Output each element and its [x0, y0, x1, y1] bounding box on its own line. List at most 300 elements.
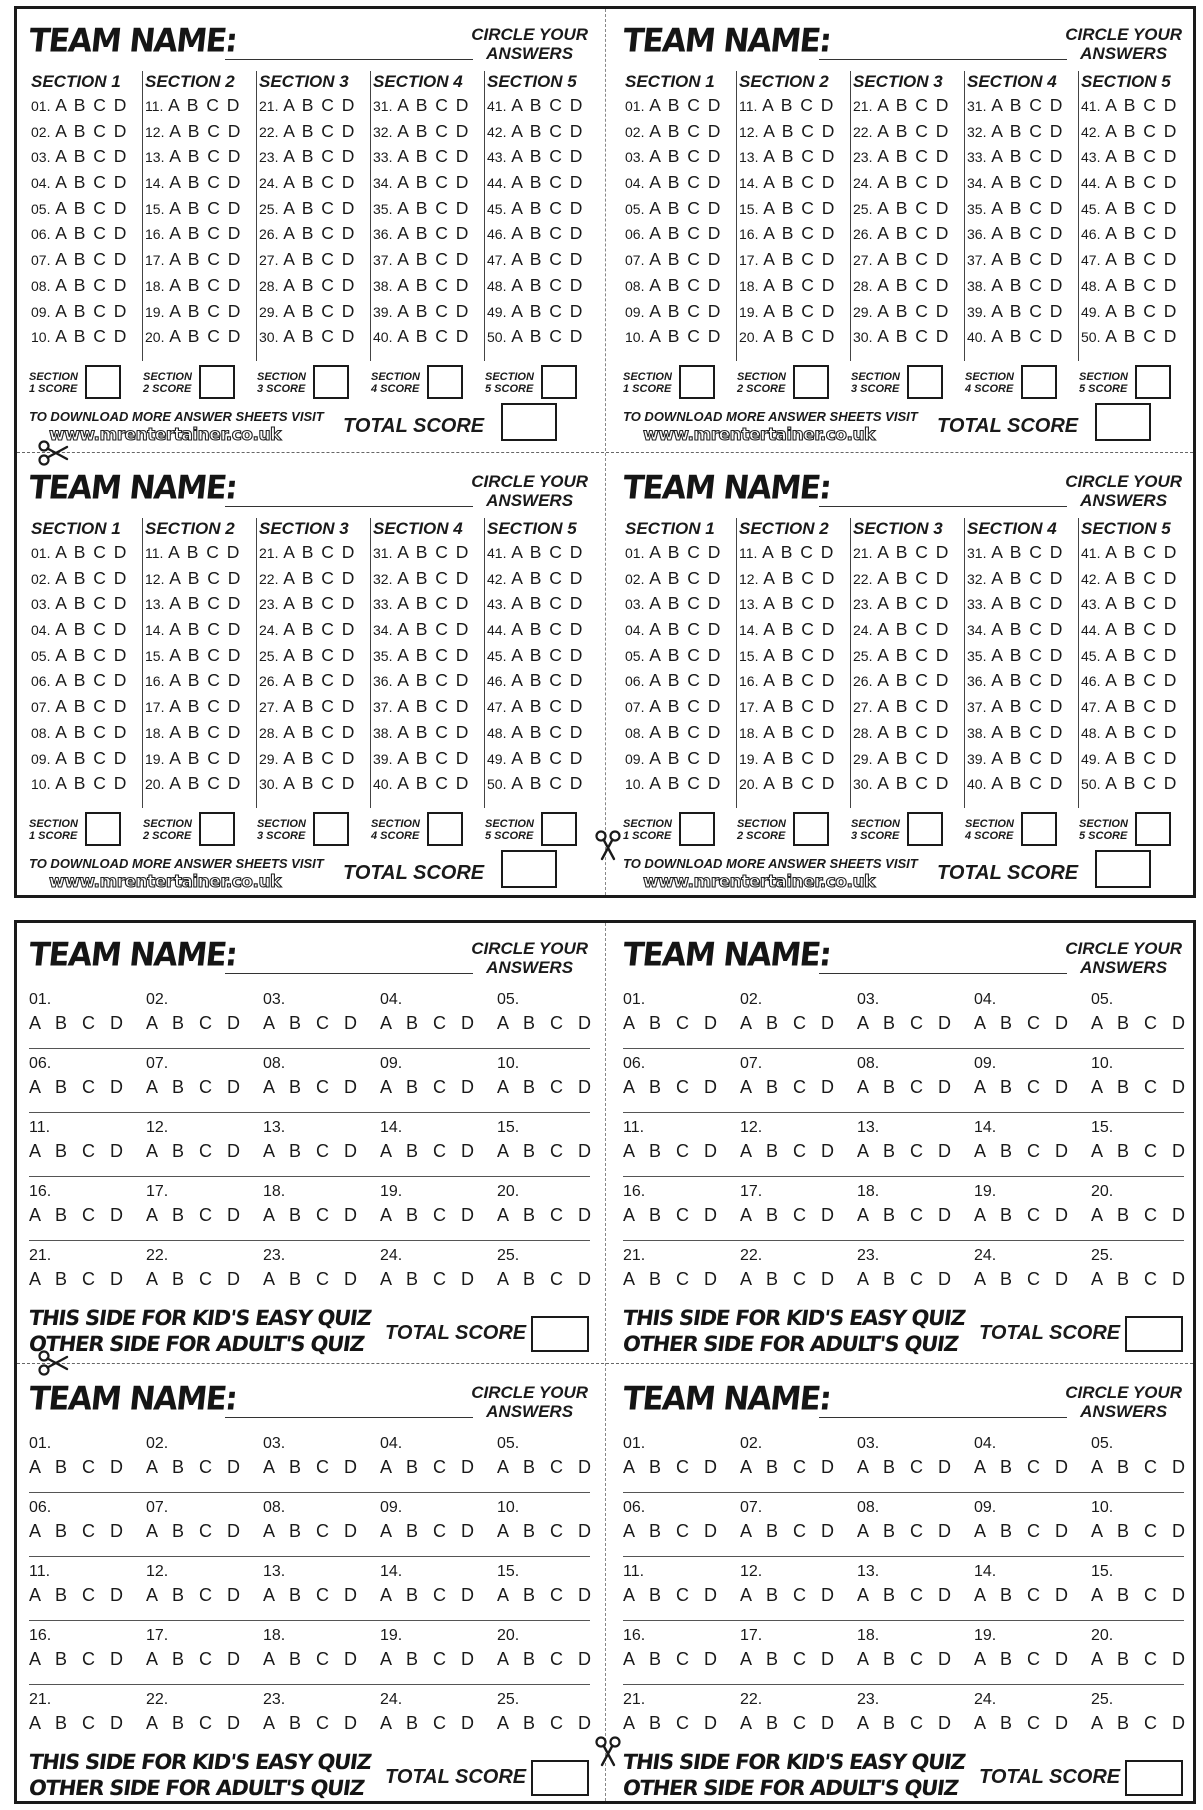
section-score-box[interactable]: [427, 365, 463, 399]
answer-options[interactable]: A B C D: [29, 1013, 129, 1033]
answer-options[interactable]: A B C D: [857, 1457, 957, 1477]
answer-options[interactable]: A B C D: [146, 1585, 246, 1605]
answer-options[interactable]: A B C D: [283, 120, 356, 141]
answer-options[interactable]: A B C D: [55, 120, 128, 141]
answer-options[interactable]: A B C D: [877, 644, 950, 665]
answer-options[interactable]: A B C D: [497, 1457, 597, 1477]
answer-options[interactable]: A B C D: [762, 542, 835, 562]
answer-options[interactable]: A B C D: [1091, 1649, 1191, 1669]
section-score-box[interactable]: [679, 812, 715, 846]
answer-options[interactable]: A B C D: [991, 721, 1064, 742]
answer-options[interactable]: A B C D: [146, 1457, 246, 1477]
answer-options[interactable]: A B C D: [763, 670, 836, 691]
answer-options[interactable]: A B C D: [763, 696, 836, 717]
answer-options[interactable]: A B C D: [1105, 146, 1178, 167]
answer-options[interactable]: A B C D: [1105, 619, 1178, 640]
answer-options[interactable]: A B C D: [649, 619, 722, 640]
answer-options[interactable]: A B C D: [29, 1649, 129, 1669]
answer-options[interactable]: A B C D: [283, 249, 356, 270]
answer-options[interactable]: A B C D: [29, 1141, 129, 1161]
answer-options[interactable]: A B C D: [497, 1713, 597, 1733]
answer-options[interactable]: A B C D: [1105, 593, 1178, 614]
answer-options[interactable]: A B C D: [649, 567, 722, 588]
answer-options[interactable]: A B C D: [623, 1141, 723, 1161]
section-score-box[interactable]: [541, 812, 577, 846]
team-name-field[interactable]: [819, 506, 1067, 507]
answer-options[interactable]: A B C D: [991, 223, 1064, 244]
answer-options[interactable]: A B C D: [877, 146, 950, 167]
answer-options[interactable]: A B C D: [55, 197, 128, 218]
section-score-box[interactable]: [85, 812, 121, 846]
answer-options[interactable]: A B C D: [380, 1457, 480, 1477]
section-score-box[interactable]: [199, 365, 235, 399]
answer-options[interactable]: A B C D: [991, 696, 1064, 717]
answer-options[interactable]: A B C D: [877, 326, 950, 347]
answer-options[interactable]: A B C D: [169, 747, 242, 768]
answer-options[interactable]: A B C D: [877, 670, 950, 691]
answer-options[interactable]: A B C D: [649, 721, 722, 742]
answer-options[interactable]: A B C D: [740, 1077, 840, 1097]
answer-options[interactable]: A B C D: [1105, 696, 1178, 717]
answer-options[interactable]: A B C D: [55, 249, 128, 270]
answer-options[interactable]: A B C D: [1105, 95, 1178, 115]
answer-options[interactable]: A B C D: [146, 1013, 246, 1033]
answer-options[interactable]: A B C D: [763, 249, 836, 270]
answer-options[interactable]: A B C D: [283, 326, 356, 347]
answer-options[interactable]: A B C D: [991, 567, 1064, 588]
answer-options[interactable]: A B C D: [397, 593, 470, 614]
answer-options[interactable]: A B C D: [497, 1521, 597, 1541]
answer-options[interactable]: A B C D: [283, 721, 356, 742]
answer-options[interactable]: A B C D: [991, 120, 1064, 141]
answer-options[interactable]: A B C D: [763, 274, 836, 295]
answer-options[interactable]: A B C D: [740, 1649, 840, 1669]
answer-options[interactable]: A B C D: [55, 542, 128, 562]
answer-options[interactable]: A B C D: [1091, 1077, 1191, 1097]
answer-options[interactable]: A B C D: [283, 773, 356, 794]
answer-options[interactable]: A B C D: [263, 1649, 363, 1669]
answer-options[interactable]: A B C D: [857, 1649, 957, 1669]
answer-options[interactable]: A B C D: [763, 197, 836, 218]
answer-options[interactable]: A B C D: [877, 542, 950, 562]
answer-options[interactable]: A B C D: [263, 1457, 363, 1477]
answer-options[interactable]: A B C D: [763, 721, 836, 742]
answer-options[interactable]: A B C D: [263, 1013, 363, 1033]
answer-options[interactable]: A B C D: [877, 773, 950, 794]
answer-options[interactable]: A B C D: [511, 721, 584, 742]
answer-options[interactable]: A B C D: [740, 1457, 840, 1477]
answer-options[interactable]: A B C D: [169, 593, 242, 614]
answer-options[interactable]: A B C D: [1105, 747, 1178, 768]
answer-options[interactable]: A B C D: [763, 567, 836, 588]
answer-options[interactable]: A B C D: [991, 197, 1064, 218]
team-name-field[interactable]: [225, 506, 473, 507]
answer-options[interactable]: A B C D: [169, 249, 242, 270]
answer-options[interactable]: A B C D: [511, 542, 584, 562]
answer-options[interactable]: A B C D: [974, 1649, 1074, 1669]
answer-options[interactable]: A B C D: [380, 1521, 480, 1541]
total-score-box[interactable]: [501, 403, 557, 441]
answer-options[interactable]: A B C D: [649, 223, 722, 244]
answer-options[interactable]: A B C D: [623, 1585, 723, 1605]
answer-options[interactable]: A B C D: [263, 1585, 363, 1605]
answer-options[interactable]: A B C D: [283, 95, 356, 115]
answer-options[interactable]: A B C D: [397, 95, 470, 115]
answer-options[interactable]: A B C D: [55, 300, 128, 321]
answer-options[interactable]: A B C D: [283, 223, 356, 244]
section-score-box[interactable]: [1021, 365, 1057, 399]
answer-options[interactable]: A B C D: [169, 197, 242, 218]
answer-options[interactable]: A B C D: [740, 1205, 840, 1225]
answer-options[interactable]: A B C D: [29, 1269, 129, 1289]
answer-options[interactable]: A B C D: [877, 721, 950, 742]
answer-options[interactable]: A B C D: [511, 619, 584, 640]
answer-options[interactable]: A B C D: [146, 1269, 246, 1289]
answer-options[interactable]: A B C D: [857, 1013, 957, 1033]
answer-options[interactable]: A B C D: [55, 95, 128, 115]
total-score-box[interactable]: [1095, 850, 1151, 888]
section-score-box[interactable]: [907, 365, 943, 399]
answer-options[interactable]: A B C D: [649, 696, 722, 717]
answer-options[interactable]: A B C D: [857, 1141, 957, 1161]
answer-options[interactable]: A B C D: [497, 1585, 597, 1605]
answer-options[interactable]: A B C D: [1105, 120, 1178, 141]
answer-options[interactable]: A B C D: [1105, 172, 1178, 193]
answer-options[interactable]: A B C D: [169, 567, 242, 588]
answer-options[interactable]: A B C D: [1105, 773, 1178, 794]
answer-options[interactable]: A B C D: [380, 1013, 480, 1033]
answer-options[interactable]: A B C D: [397, 542, 470, 562]
answer-options[interactable]: A B C D: [497, 1269, 597, 1289]
answer-options[interactable]: A B C D: [380, 1205, 480, 1225]
answer-options[interactable]: A B C D: [991, 619, 1064, 640]
answer-options[interactable]: A B C D: [380, 1077, 480, 1097]
answer-options[interactable]: A B C D: [623, 1013, 723, 1033]
answer-options[interactable]: A B C D: [1105, 326, 1178, 347]
answer-options[interactable]: A B C D: [649, 747, 722, 768]
answer-options[interactable]: A B C D: [168, 542, 241, 562]
answer-options[interactable]: A B C D: [763, 644, 836, 665]
answer-options[interactable]: A B C D: [169, 619, 242, 640]
answer-options[interactable]: A B C D: [991, 274, 1064, 295]
answer-options[interactable]: A B C D: [877, 300, 950, 321]
answer-options[interactable]: A B C D: [511, 696, 584, 717]
answer-options[interactable]: A B C D: [397, 670, 470, 691]
answer-options[interactable]: A B C D: [877, 696, 950, 717]
answer-options[interactable]: A B C D: [857, 1521, 957, 1541]
answer-options[interactable]: A B C D: [1091, 1205, 1191, 1225]
answer-options[interactable]: A B C D: [511, 773, 584, 794]
answer-options[interactable]: A B C D: [169, 223, 242, 244]
answer-options[interactable]: A B C D: [974, 1141, 1074, 1161]
answer-options[interactable]: A B C D: [283, 146, 356, 167]
answer-options[interactable]: A B C D: [283, 593, 356, 614]
answer-options[interactable]: A B C D: [1105, 644, 1178, 665]
answer-options[interactable]: A B C D: [1091, 1013, 1191, 1033]
answer-options[interactable]: A B C D: [740, 1141, 840, 1161]
answer-options[interactable]: A B C D: [763, 619, 836, 640]
answer-options[interactable]: A B C D: [762, 95, 835, 115]
answer-options[interactable]: A B C D: [380, 1649, 480, 1669]
answer-options[interactable]: A B C D: [877, 619, 950, 640]
answer-options[interactable]: A B C D: [649, 593, 722, 614]
answer-options[interactable]: A B C D: [974, 1585, 1074, 1605]
answer-options[interactable]: A B C D: [763, 593, 836, 614]
answer-options[interactable]: A B C D: [649, 274, 722, 295]
answer-options[interactable]: A B C D: [763, 326, 836, 347]
answer-options[interactable]: A B C D: [1105, 274, 1178, 295]
answer-options[interactable]: A B C D: [169, 120, 242, 141]
answer-options[interactable]: A B C D: [511, 300, 584, 321]
answer-options[interactable]: A B C D: [55, 326, 128, 347]
answer-options[interactable]: A B C D: [1105, 223, 1178, 244]
answer-options[interactable]: A B C D: [857, 1585, 957, 1605]
answer-options[interactable]: A B C D: [763, 773, 836, 794]
answer-options[interactable]: A B C D: [380, 1141, 480, 1161]
section-score-box[interactable]: [679, 365, 715, 399]
answer-options[interactable]: A B C D: [169, 670, 242, 691]
section-score-box[interactable]: [793, 812, 829, 846]
answer-options[interactable]: A B C D: [497, 1141, 597, 1161]
total-score-box[interactable]: [1095, 403, 1151, 441]
answer-options[interactable]: A B C D: [877, 567, 950, 588]
answer-options[interactable]: A B C D: [380, 1713, 480, 1733]
answer-options[interactable]: A B C D: [283, 670, 356, 691]
section-score-box[interactable]: [1135, 812, 1171, 846]
answer-options[interactable]: A B C D: [1091, 1269, 1191, 1289]
answer-options[interactable]: A B C D: [283, 172, 356, 193]
answer-options[interactable]: A B C D: [263, 1141, 363, 1161]
answer-options[interactable]: A B C D: [511, 146, 584, 167]
answer-options[interactable]: A B C D: [397, 619, 470, 640]
answer-options[interactable]: A B C D: [397, 249, 470, 270]
answer-options[interactable]: A B C D: [29, 1205, 129, 1225]
team-name-field[interactable]: [225, 973, 473, 974]
answer-options[interactable]: A B C D: [763, 146, 836, 167]
answer-options[interactable]: A B C D: [55, 593, 128, 614]
answer-options[interactable]: A B C D: [55, 172, 128, 193]
answer-options[interactable]: A B C D: [169, 696, 242, 717]
answer-options[interactable]: A B C D: [55, 146, 128, 167]
answer-options[interactable]: A B C D: [55, 567, 128, 588]
answer-options[interactable]: A B C D: [397, 567, 470, 588]
answer-options[interactable]: A B C D: [740, 1269, 840, 1289]
answer-options[interactable]: A B C D: [55, 747, 128, 768]
answer-options[interactable]: A B C D: [397, 223, 470, 244]
answer-options[interactable]: A B C D: [397, 172, 470, 193]
answer-options[interactable]: A B C D: [283, 644, 356, 665]
answer-options[interactable]: A B C D: [169, 326, 242, 347]
answer-options[interactable]: A B C D: [497, 1205, 597, 1225]
answer-options[interactable]: A B C D: [877, 747, 950, 768]
answer-options[interactable]: A B C D: [283, 747, 356, 768]
answer-options[interactable]: A B C D: [623, 1269, 723, 1289]
answer-options[interactable]: A B C D: [283, 197, 356, 218]
answer-options[interactable]: A B C D: [397, 274, 470, 295]
answer-options[interactable]: A B C D: [623, 1649, 723, 1669]
answer-options[interactable]: A B C D: [55, 223, 128, 244]
answer-options[interactable]: A B C D: [283, 696, 356, 717]
answer-options[interactable]: A B C D: [649, 249, 722, 270]
answer-options[interactable]: A B C D: [991, 95, 1064, 115]
answer-options[interactable]: A B C D: [55, 644, 128, 665]
answer-options[interactable]: A B C D: [623, 1521, 723, 1541]
answer-options[interactable]: A B C D: [283, 274, 356, 295]
answer-options[interactable]: A B C D: [1105, 300, 1178, 321]
section-score-box[interactable]: [907, 812, 943, 846]
answer-options[interactable]: A B C D: [649, 146, 722, 167]
team-name-field[interactable]: [819, 59, 1067, 60]
answer-options[interactable]: A B C D: [991, 172, 1064, 193]
answer-options[interactable]: A B C D: [511, 567, 584, 588]
answer-options[interactable]: A B C D: [991, 747, 1064, 768]
answer-options[interactable]: A B C D: [877, 249, 950, 270]
answer-options[interactable]: A B C D: [1105, 670, 1178, 691]
answer-options[interactable]: A B C D: [649, 326, 722, 347]
answer-options[interactable]: A B C D: [263, 1205, 363, 1225]
answer-options[interactable]: A B C D: [168, 95, 241, 115]
answer-options[interactable]: A B C D: [380, 1585, 480, 1605]
team-name-field[interactable]: [819, 973, 1067, 974]
answer-options[interactable]: A B C D: [649, 542, 722, 562]
answer-options[interactable]: A B C D: [649, 670, 722, 691]
answer-options[interactable]: A B C D: [55, 670, 128, 691]
answer-options[interactable]: A B C D: [974, 1713, 1074, 1733]
section-score-box[interactable]: [313, 812, 349, 846]
answer-options[interactable]: A B C D: [146, 1649, 246, 1669]
answer-options[interactable]: A B C D: [974, 1205, 1074, 1225]
answer-options[interactable]: A B C D: [263, 1713, 363, 1733]
answer-options[interactable]: A B C D: [763, 223, 836, 244]
answer-options[interactable]: A B C D: [511, 326, 584, 347]
answer-options[interactable]: A B C D: [511, 197, 584, 218]
total-score-box[interactable]: [501, 850, 557, 888]
answer-options[interactable]: A B C D: [763, 120, 836, 141]
answer-options[interactable]: A B C D: [974, 1077, 1074, 1097]
section-score-box[interactable]: [1135, 365, 1171, 399]
answer-options[interactable]: A B C D: [1091, 1521, 1191, 1541]
section-score-box[interactable]: [313, 365, 349, 399]
answer-options[interactable]: A B C D: [991, 773, 1064, 794]
answer-options[interactable]: A B C D: [857, 1269, 957, 1289]
answer-options[interactable]: A B C D: [1091, 1713, 1191, 1733]
answer-options[interactable]: A B C D: [974, 1013, 1074, 1033]
answer-options[interactable]: A B C D: [1105, 542, 1178, 562]
answer-options[interactable]: A B C D: [497, 1077, 597, 1097]
answer-options[interactable]: A B C D: [1105, 197, 1178, 218]
answer-options[interactable]: A B C D: [877, 197, 950, 218]
answer-options[interactable]: A B C D: [740, 1585, 840, 1605]
answer-options[interactable]: A B C D: [397, 644, 470, 665]
answer-options[interactable]: A B C D: [763, 300, 836, 321]
answer-options[interactable]: A B C D: [991, 326, 1064, 347]
answer-options[interactable]: A B C D: [380, 1269, 480, 1289]
answer-options[interactable]: A B C D: [877, 172, 950, 193]
answer-options[interactable]: A B C D: [623, 1205, 723, 1225]
answer-options[interactable]: A B C D: [1091, 1457, 1191, 1477]
answer-options[interactable]: A B C D: [397, 146, 470, 167]
answer-options[interactable]: A B C D: [55, 773, 128, 794]
answer-options[interactable]: A B C D: [497, 1649, 597, 1669]
answer-options[interactable]: A B C D: [263, 1521, 363, 1541]
answer-options[interactable]: A B C D: [1105, 721, 1178, 742]
answer-options[interactable]: A B C D: [649, 300, 722, 321]
answer-options[interactable]: A B C D: [283, 619, 356, 640]
answer-options[interactable]: A B C D: [29, 1521, 129, 1541]
answer-options[interactable]: A B C D: [283, 300, 356, 321]
answer-options[interactable]: A B C D: [55, 619, 128, 640]
answer-options[interactable]: A B C D: [623, 1713, 723, 1733]
answer-options[interactable]: A B C D: [511, 223, 584, 244]
answer-options[interactable]: A B C D: [169, 274, 242, 295]
answer-options[interactable]: A B C D: [497, 1013, 597, 1033]
answer-options[interactable]: A B C D: [649, 773, 722, 794]
section-score-box[interactable]: [793, 365, 829, 399]
answer-options[interactable]: A B C D: [974, 1269, 1074, 1289]
total-score-box[interactable]: [1125, 1316, 1183, 1352]
answer-options[interactable]: A B C D: [283, 542, 356, 562]
total-score-box[interactable]: [531, 1316, 589, 1352]
answer-options[interactable]: A B C D: [1091, 1141, 1191, 1161]
answer-options[interactable]: A B C D: [740, 1713, 840, 1733]
answer-options[interactable]: A B C D: [991, 146, 1064, 167]
answer-options[interactable]: A B C D: [397, 747, 470, 768]
answer-options[interactable]: A B C D: [146, 1077, 246, 1097]
answer-options[interactable]: A B C D: [974, 1457, 1074, 1477]
section-score-box[interactable]: [1021, 812, 1057, 846]
total-score-box[interactable]: [1125, 1760, 1183, 1796]
answer-options[interactable]: A B C D: [991, 670, 1064, 691]
answer-options[interactable]: A B C D: [877, 223, 950, 244]
answer-options[interactable]: A B C D: [29, 1585, 129, 1605]
answer-options[interactable]: A B C D: [169, 721, 242, 742]
answer-options[interactable]: A B C D: [877, 120, 950, 141]
answer-options[interactable]: A B C D: [169, 172, 242, 193]
answer-options[interactable]: A B C D: [55, 696, 128, 717]
answer-options[interactable]: A B C D: [991, 249, 1064, 270]
answer-options[interactable]: A B C D: [169, 773, 242, 794]
answer-options[interactable]: A B C D: [29, 1713, 129, 1733]
answer-options[interactable]: A B C D: [649, 120, 722, 141]
answer-options[interactable]: A B C D: [283, 567, 356, 588]
answer-options[interactable]: A B C D: [397, 721, 470, 742]
answer-options[interactable]: A B C D: [29, 1457, 129, 1477]
section-score-box[interactable]: [427, 812, 463, 846]
answer-options[interactable]: A B C D: [763, 172, 836, 193]
answer-options[interactable]: A B C D: [397, 120, 470, 141]
answer-options[interactable]: A B C D: [397, 773, 470, 794]
answer-options[interactable]: A B C D: [55, 721, 128, 742]
answer-options[interactable]: A B C D: [169, 300, 242, 321]
answer-options[interactable]: A B C D: [857, 1205, 957, 1225]
answer-options[interactable]: A B C D: [877, 274, 950, 295]
answer-options[interactable]: A B C D: [877, 95, 950, 115]
answer-options[interactable]: A B C D: [991, 542, 1064, 562]
answer-options[interactable]: A B C D: [857, 1077, 957, 1097]
answer-options[interactable]: A B C D: [397, 696, 470, 717]
answer-options[interactable]: A B C D: [511, 172, 584, 193]
answer-options[interactable]: A B C D: [29, 1077, 129, 1097]
answer-options[interactable]: A B C D: [1105, 249, 1178, 270]
answer-options[interactable]: A B C D: [740, 1521, 840, 1541]
answer-options[interactable]: A B C D: [1091, 1585, 1191, 1605]
answer-options[interactable]: A B C D: [649, 172, 722, 193]
answer-options[interactable]: A B C D: [991, 300, 1064, 321]
answer-options[interactable]: A B C D: [974, 1521, 1074, 1541]
team-name-field[interactable]: [225, 59, 473, 60]
section-score-box[interactable]: [85, 365, 121, 399]
answer-options[interactable]: A B C D: [397, 197, 470, 218]
